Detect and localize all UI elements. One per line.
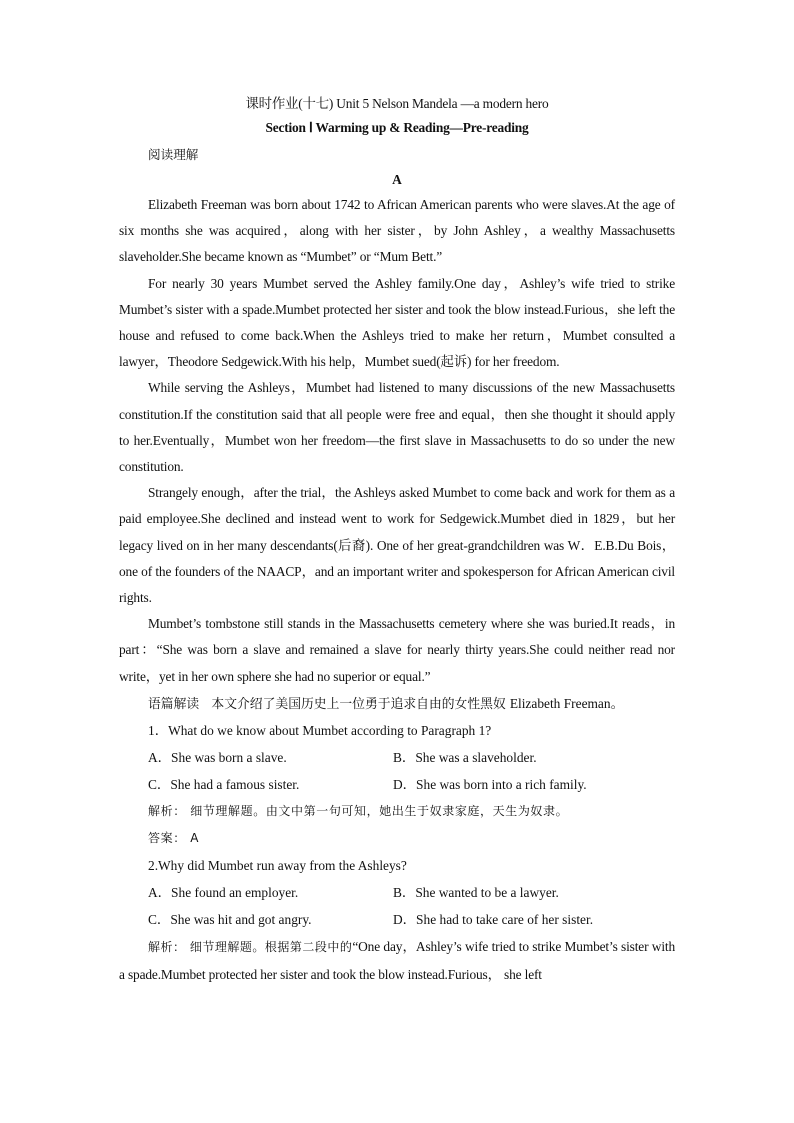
- page-title: 课时作业(十七) Unit 5 Nelson Mandela —a modern hero: [245, 96, 549, 111]
- question-2-option-b: B．She wanted to be a lawyer.: [393, 884, 559, 900]
- document-page: [119, 93, 675, 989]
- question-2-explanation: [119, 933, 675, 989]
- question-2-explanation-prefix: 解析： 细节理解题。根据第二段中的: [148, 939, 353, 954]
- reading-label: 阅读理解: [148, 147, 199, 162]
- passage-paragraph-3: While serving the Ashleys，Mumbet had listened to many discussions of the new Massachusetts constitution.If the constitution said that all people were free and equal，then she thought it should apply to her.Eventually，Mumbet won her freedom—the first slave in Massachusetts to do so under the new constitution.: [119, 380, 675, 475]
- passage-paragraph-2: For nearly 30 years Mumbet served the Ashley family.One day，Ashley’s wife tried to strike Mumbet’s sister with a spade.Mumbet protected her sister and took the blow instead.Furious，she left the house and refused to come back.When the Ashleys tried to make her return，Mumbet consulted a lawyer，Theodore Sedgewick.With his help，Mumbet sued(起诉) for her freedom.: [119, 275, 675, 370]
- question-1-options-row-1: [119, 744, 675, 771]
- question-2-option-a: A．She found an employer.: [148, 884, 299, 900]
- question-2-option-c: C．She was hit and got angry.: [148, 911, 312, 927]
- question-1-stem: 1．What do we know about Mumbet according to Paragraph 1?: [148, 722, 492, 738]
- question-1-explanation: 解析： 细节理解题。由文中第一句可知，她出生于奴隶家庭，天生为奴隶。: [148, 803, 569, 818]
- passage-summary: [119, 690, 675, 717]
- question-1-answer: 答案： A: [148, 830, 200, 845]
- question-1-option-b: B．She was a slaveholder.: [393, 749, 537, 765]
- passage-letter: A: [392, 172, 402, 187]
- question-1-options-row-2: [119, 771, 675, 798]
- passage-paragraph-5: Mumbet’s tombstone still stands in the Massachusetts cemetery where she was buried.It reads，in part：“She was born a slave and remained a slave for nearly thirty years.She could neither read nor write，yet in her own sphere she had no superior or equal.”: [119, 616, 675, 684]
- summary-text-en: Elizabeth Freeman。: [509, 695, 624, 711]
- summary-label: 语篇解读: [148, 696, 200, 712]
- passage-paragraph-1: Elizabeth Freeman was born about 1742 to African American parents who were slaves.At the age of six months she was acquired，along with her sister，by John Ashley，a wealthy Massachusetts slaveholder.She became known as “Mumbet” or “Mum Bett.”: [119, 197, 675, 265]
- question-2-explanation-quote: “One day，Ashley’s wife tried to strike Mumbet’s sister with a spade.Mumbet protected her sister and took the blow instead.Furious， she left: [119, 938, 676, 982]
- question-1-option-a: A．She was born a slave.: [148, 749, 287, 765]
- question-1-option-d: D．She was born into a rich family.: [393, 776, 587, 792]
- question-2-options-row-2: [119, 906, 675, 933]
- question-2-options-row-1: [119, 879, 675, 906]
- question-1-option-c: C．She had a famous sister.: [148, 776, 300, 792]
- section-heading: Section Ⅰ Warming up & Reading—Pre-reading: [265, 120, 529, 135]
- passage-paragraph-4: Strangely enough，after the trial，the Ashleys asked Mumbet to come back and work for them as a paid employee.She declined and instead went to work for Sedgewick.Mumbet died in 1829，but her legacy lived on in her many descendants(后裔). One of her great-grandchildren was W．E.B.Du Bois，one of the founders of the NAACP，and an important writer and spokesperson for African American civil rights.: [119, 485, 675, 606]
- question-2-option-d: D．She had to take care of her sister.: [393, 911, 594, 927]
- question-2-stem: 2.Why did Mumbet run away from the Ashleys?: [148, 857, 407, 873]
- summary-text-cn: 本文介绍了美国历史上一位勇于追求自由的女性黑奴: [211, 696, 506, 712]
